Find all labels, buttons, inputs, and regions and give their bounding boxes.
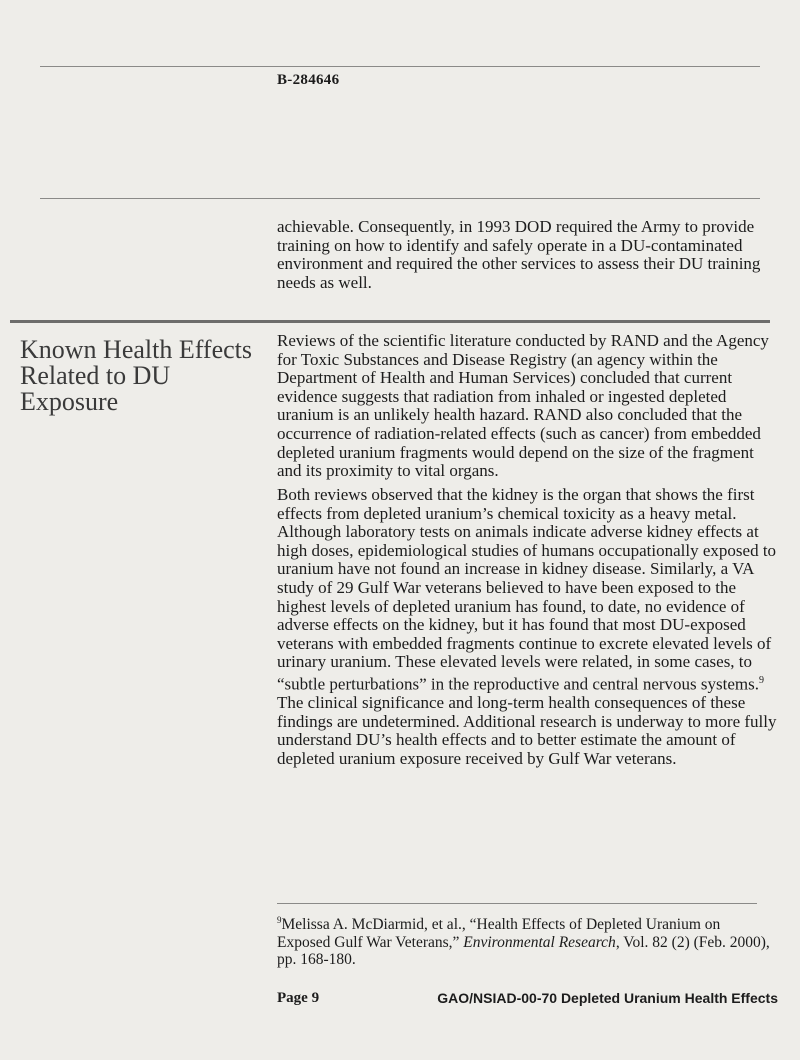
section-heading-line: Known Health Effects	[20, 335, 253, 364]
section-heading	[20, 337, 270, 415]
intro-rule	[40, 198, 760, 199]
page-number: Page 9	[277, 990, 320, 1006]
footnote-marker: 9	[277, 915, 282, 925]
footnote-journal: Environmental Research	[463, 933, 616, 951]
footnote-text: Melissa A. McDiarmid, et al., “Health Effects of Depleted Uranium on Exposed Gulf War Veterans,”	[277, 916, 721, 951]
paragraph-text: Both reviews observed that the kidney is the organ that shows the first effects from depleted uranium’s chemical toxicity as a heavy metal. Although laboratory tests on animals indicate adverse kidney effects at high doses, epidemiological studies of humans occupationally exposed to uranium have not found an increase in kidney disease. Similarly, a VA study of 29 Gulf War veterans believed to have been exposed to the highest levels of depleted uranium has found, to date, no evidence of adverse effects on the kidney, but it has found that most DU-exposed veterans with embedded fragments continue to excrete elevated levels of urinary uranium. These elevated levels were related, in some cases, to “subtle perturbations” in the reproductive and central nervous systems.	[277, 485, 777, 694]
section-rule	[10, 320, 770, 323]
report-title: GAO/NSIAD-00-70 Depleted Uranium Health Effects	[437, 990, 778, 1006]
intro-paragraph: achievable. Consequently, in 1993 DOD required the Army to provide training on how to identify and safely operate in a DU-contaminated environment and required the other services to assess their DU training needs as well.	[277, 217, 761, 292]
document-number: B-284646	[277, 72, 340, 88]
paragraph-text: The clinical significance and long-term health consequences of these findings are undetermined. Additional research is underway to more fully understand DU’s health effects and to better estimate the amount of depleted uranium exposure received by Gulf War veterans.	[277, 693, 777, 768]
footnote-text: , Vol. 82 (2) (Feb. 2000), pp. 168-180.	[277, 933, 770, 969]
footnote-rule	[277, 903, 757, 904]
top-rule	[40, 66, 760, 67]
footnote	[277, 912, 777, 969]
section-paragraph-1: Reviews of the scientific literature conducted by RAND and the Agency for Toxic Substances and Disease Registry (an agency within the Department of Health and Human Services) concluded that current evidence suggests that radiation from inhaled or ingested depleted uranium is an unlikely health hazard. RAND also concluded that the occurrence of radiation-related effects (such as cancer) from embedded depleted uranium fragments would depend on the size of the fragment and its proximity to vital organs.	[277, 331, 769, 481]
footnote-reference[interactable]: 9	[759, 674, 764, 686]
section-paragraph-2	[277, 486, 777, 769]
section-heading-line: Related to DU	[20, 361, 171, 390]
section-heading-line: Exposure	[20, 387, 119, 416]
